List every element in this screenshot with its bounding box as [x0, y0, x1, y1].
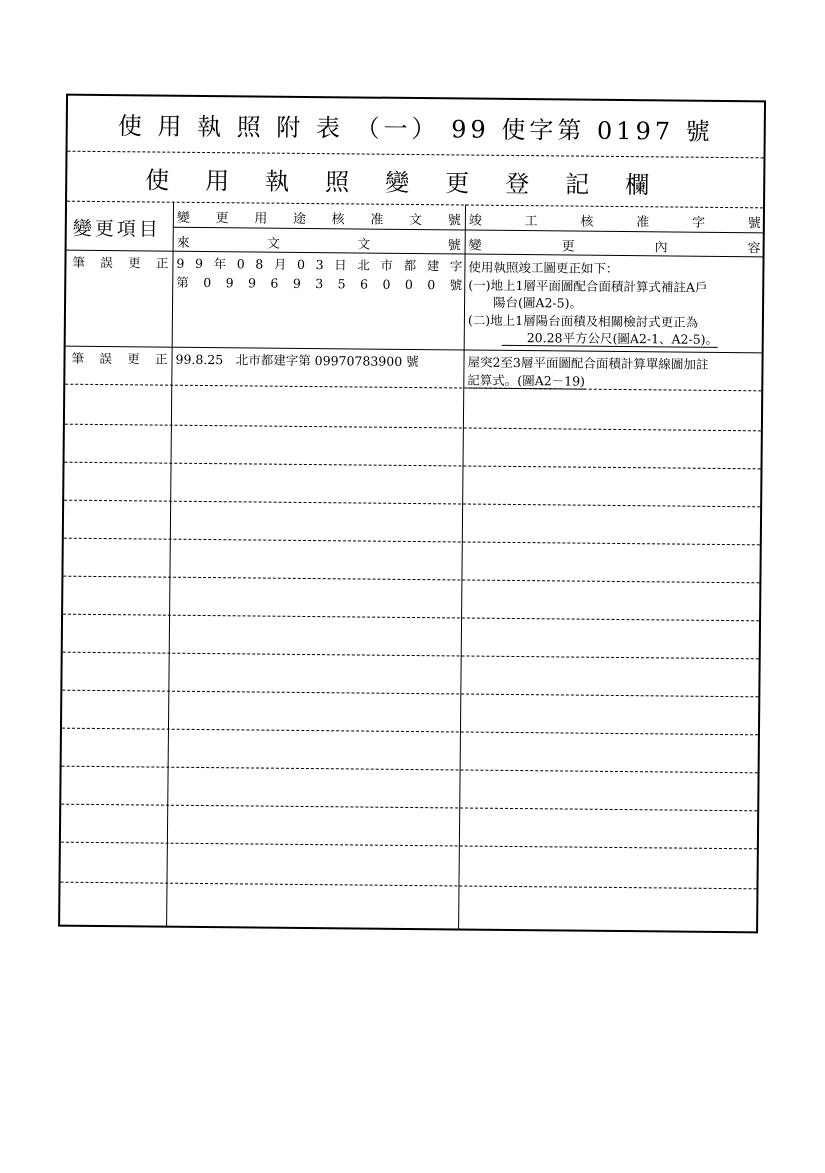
- form-title: 使 用 執 照 附 表 （一） 99 使字第 0197 號: [117, 112, 714, 146]
- empty-row-line: [62, 690, 758, 698]
- column-divider: [166, 202, 174, 928]
- row2-content: [467, 354, 763, 392]
- empty-row-line: [63, 576, 759, 584]
- empty-row-line: [61, 804, 757, 812]
- row1-item: 筆 誤 更 正: [72, 254, 169, 271]
- empty-row-line: [62, 766, 758, 774]
- form-subtitle: 使用執照變更登記欄: [145, 165, 686, 200]
- row2-content-line: 記算式。(圖A2－19): [467, 372, 586, 389]
- row1-content-line: 20.28平方公尺(圖A2-1、A2-5)。: [501, 329, 719, 347]
- row1-content-line: (一)地上1層平面圖配合面積計算式補註A戶: [468, 277, 708, 295]
- empty-row-line: [65, 424, 761, 432]
- row2-content-line: 屋突2至3層平面圖配合面積計算單線圖加註: [467, 354, 709, 372]
- change-registration-form: [58, 94, 766, 934]
- row1-content: [468, 259, 765, 349]
- header-doc-bottom: 來 文 文 號: [176, 235, 461, 254]
- header-change-item: 變更項目: [72, 217, 161, 241]
- row1-content-line: (二)地上1層陽台面積及相關檢討式更正為: [467, 312, 699, 330]
- empty-row-line: [61, 882, 757, 890]
- empty-row-line: [63, 652, 759, 660]
- row1-doc-line1: 9 9 年 0 8 月 0 3 日 北 市 都 建 字: [176, 255, 463, 274]
- empty-row-line: [64, 500, 760, 508]
- empty-row-line: [62, 728, 758, 736]
- row2-item: 筆 誤 更 正: [71, 350, 168, 367]
- empty-row-line: [64, 538, 760, 546]
- empty-row-line: [65, 462, 761, 470]
- row1-content-line: 陽台(圖A2-5)。: [468, 294, 583, 311]
- header-approval-bottom: 變 更 內 容: [468, 238, 761, 257]
- empty-row-line: [63, 614, 759, 622]
- row2-doc: 99.8.25 北市都建字第 09970783900 號: [175, 351, 419, 370]
- row1-doc-line2: 第 0 9 9 6 9 3 5 6 0 0 0 號: [176, 274, 463, 293]
- row1-content-line: 使用執照竣工圖更正如下：: [468, 259, 619, 276]
- header-doc-top: 變 更 用 途 核 准 文 號: [176, 210, 461, 229]
- header-approval-top: 竣 工 核 准 字 號: [468, 213, 761, 232]
- empty-row-line: [61, 842, 757, 850]
- column-divider: [458, 204, 466, 930]
